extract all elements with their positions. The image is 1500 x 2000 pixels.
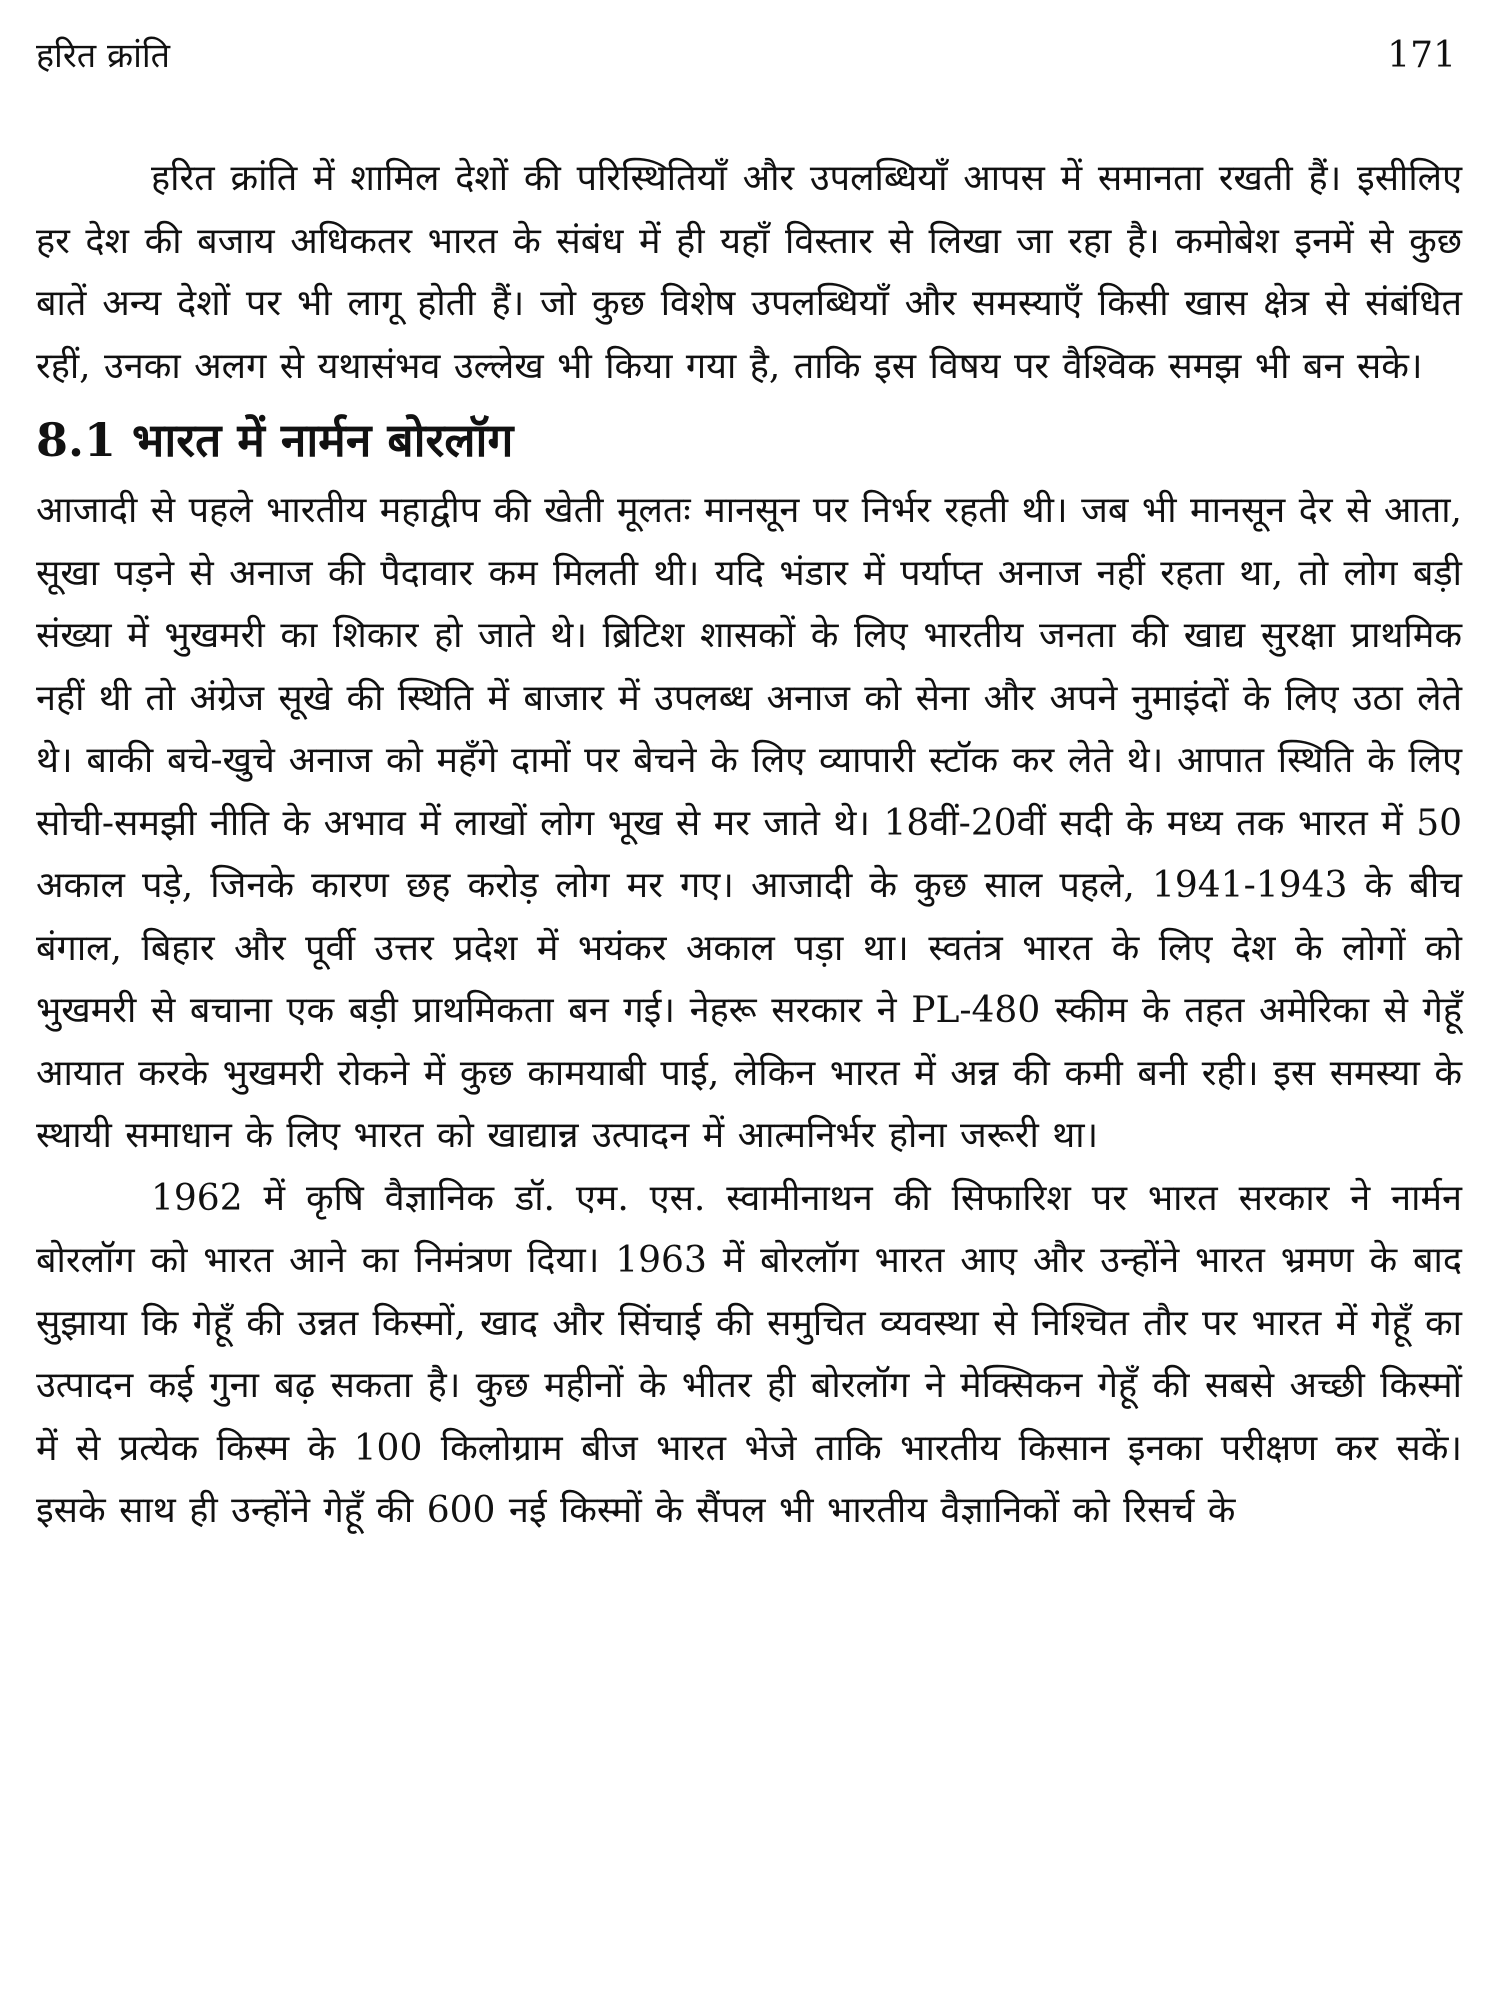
running-title: हरित क्रांति	[36, 36, 171, 76]
page-number: 171	[1387, 35, 1456, 76]
section-paragraph-1: आजादी से पहले भारतीय महाद्वीप की खेती मूलतः मानसून पर निर्भर रहती थी। जब भी मानसून देर से आता, सूखा पड़ने से अनाज की पैदावार कम मिलती थी। यदि भंडार में पर्याप्त अनाज नहीं रहता था, तो लोग बड़ी संख्या में भुखमरी का शिकार हो जाते थे। ब्रिटिश शासकों के लिए भारतीय जनता की खाद्य सुरक्षा प्राथमिक नहीं थी तो अंग्रेज सूखे की स्थिति में बाजार में उपलब्ध अनाज को सेना और अपने नुमाइंदों के लिए उठा लेते थे। बाकी बचे-खुचे अनाज को महँगे दामों पर बेचने के लिए व्यापारी स्टॉक कर लेते थे। आपात स्थिति के लिए सोची-समझी नीति के अभाव में लाखों लोग भूख से मर जाते थे। 18वीं-20वीं सदी के मध्य तक भारत में 50 अकाल पड़े, जिनके कारण छह करोड़ लोग मर गए। आजादी के कुछ साल पहले, 1941-1943 के बीच बंगाल, बिहार और पूर्वी उत्तर प्रदेश में भयंकर अकाल पड़ा था। स्वतंत्र भारत के लिए देश के लोगों को भुखमरी से बचाना एक बड़ी प्राथमिकता बन गई। नेहरू सरकार ने PL-480 स्कीम के तहत अमेरिका से गेहूँ आयात करके भुखमरी रोकने में कुछ कामयाबी पाई, लेकिन भारत में अन्न की कमी बनी रही। इस समस्या के स्थायी समाधान के लिए भारत को खाद्यान्न उत्पादन में आत्मनिर्भर होना जरूरी था।	[36, 490, 1462, 1156]
intro-paragraph: हरित क्रांति में शामिल देशों की परिस्थितियाँ और उपलब्धियाँ आपस में समानता रखती हैं। इसीलिए हर देश की बजाय अधिकतर भारत के संबंध में ही यहाँ विस्तार से लिखा जा रहा है। कमोबेश इनमें से कुछ बातें अन्य देशों पर भी लागू होती हैं। जो कुछ विशेष उपलब्धियाँ और समस्याएँ किसी खास क्षेत्र से संबंधित रहीं, उनका अलग से यथासंभव उल्लेख भी किया गया है, ताकि इस विषय पर वैश्विक समझ भी बन सके।	[36, 158, 1462, 387]
running-header	[36, 28, 1462, 88]
body-text	[36, 148, 1462, 1543]
section-paragraph-2: 1962 में कृषि वैज्ञानिक डॉ. एम. एस. स्वामीनाथन की सिफारिश पर भारत सरकार ने नार्मन बोरलॉग को भारत आने का निमंत्रण दिया। 1963 में बोरलॉग भारत आए और उन्होंने भारत भ्रमण के बाद सुझाया कि गेहूँ की उन्नत किस्मों, खाद और सिंचाई की समुचित व्यवस्था से निश्चित तौर पर भारत में गेहूँ का उत्पादन कई गुना बढ़ सकता है। कुछ महीनों के भीतर ही बोरलॉग ने मेक्सिकन गेहूँ की सबसे अच्छी किस्मों में से प्रत्येक किस्म के 100 किलोग्राम बीज भारत भेजे ताकि भारतीय किसान इनका परीक्षण कर सकें। इसके साथ ही उन्होंने गेहूँ की 600 नई किस्मों के सैंपल भी भारतीय वैज्ञानिकों को रिसर्च के	[36, 1177, 1462, 1531]
section-heading: 8.1 भारत में नार्मन बोरलॉग	[36, 413, 514, 467]
